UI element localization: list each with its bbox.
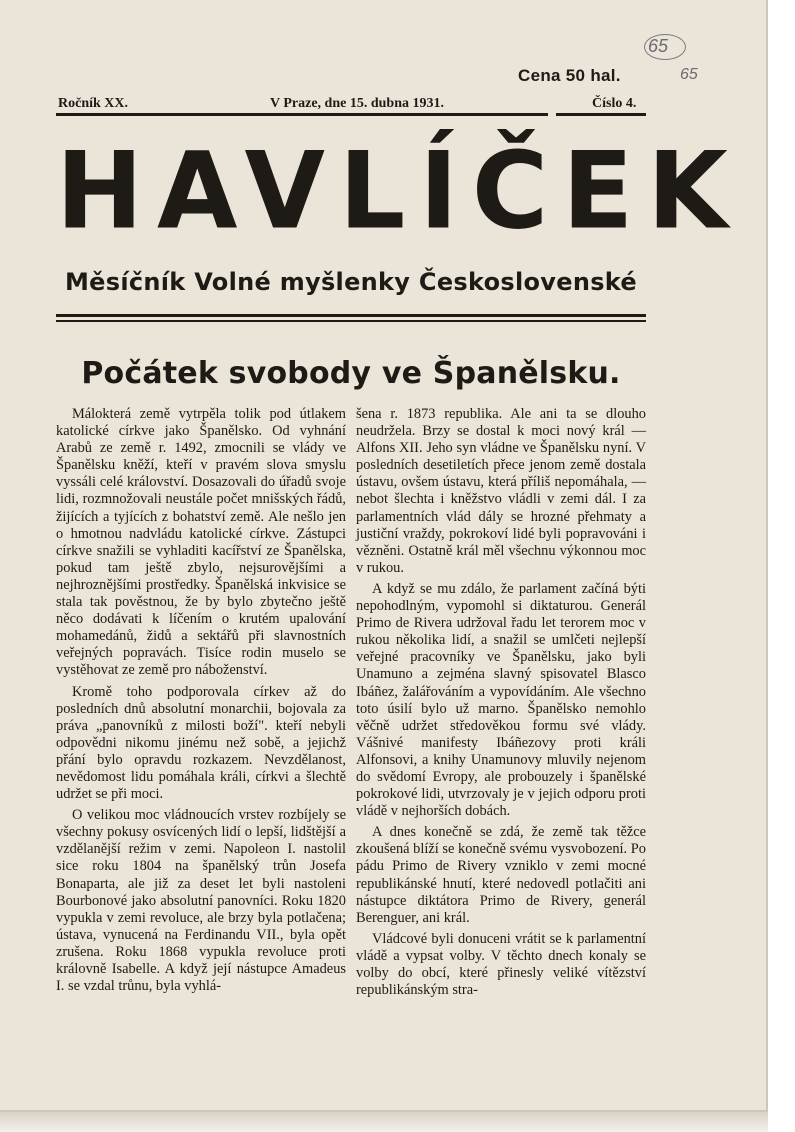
pencil-note-1: 65 [648,36,669,56]
article-paragraph: Málokterá země vytrpěla tolik pod útlakem katolické církve jako Španělsko. Od vyhnání Arabů ze země r. 1492, zmocnili se vlády ve Španělsku kněží, kteří v pravém slova smyslu vyssáli celé království. Dosazovali do úřadů svoje lidi, rozmnožovali neustále počet mnišských řádů, žijících a tyjících z bohatství země. Ale nešlo jen o hmotnou nadvládu katolické církve. Zástupci církve snažili se vyhladiti kacířství ze Španělska, pokud tam ještě zbylo, nejsurovějšími a nejhroznějšími prostředky. Španělská inkvisice se stala tak pověstnou, že by bylo zbytečno ještě něco dodávati k líčením o krutém upalování mohamedánů, židů a sektářů při slavnostních veřejných popravách. Tisíce rodin muselo se vystěhovat ze země pro náboženství. [56,406,346,679]
header-rule-short [556,113,646,116]
article-column-left [56,406,346,999]
article-paragraph: A když se mu zdálo, že parlament začíná býti nepohodlným, vypomohl si diktaturou. Generál Primo de Rivera udržoval řadu let terorem moc v rukou několika lidí, a snažil se umlčeti nejlepší veřejné pracovníky ve Španělsku, jako byli Unamuno a zejména slavný spisovatel Blasco Ibáñez, žalářováním a vypovídáním. Ale všechno toto úsilí bylo už marno. Španělsko nemohlo věčně udržet středověkou formu své vlády. Vášnivé manifesty Ibáñezovy proti králi Alfonsovi, a knihy Unamunovy mluvily nejenom do svědomí Evropy, ale probouzely i španělské pokrokové lidi, utvrzovaly je v jejich odporu proti vládě v nejhorších dobách. [356,580,646,820]
article-paragraph: Vládcové byli donuceni vrátit se k parlamentní vládě a vypsat volby. V těchto dnech konaly se volby do obcí, které přinesly veliké vítězství republikánským stra- [356,930,646,999]
article-column-right [356,406,646,1003]
pencil-note-2: 65 [680,66,698,83]
masthead-title: HAVLÍČEK [56,128,742,254]
article-paragraph: O velikou moc vládnoucích vrstev rozbíjely se všechny pokusy osvícených lidí o lepší, lidštější a vzdělanější režim v zemi. Napoleon I. nastolil sice roku 1804 na španělský trůn Josefa Bonaparta, ale již za deset let byli nastoleni Bourbonové jako absolutní panovníci. Roku 1820 vypukla v zemi revoluce, ale brzy byla potlačena; ústava, vynucená na Ferdinandu VII., byla opět zrušena. Roku 1868 vypukla revoluce proti královně Isabelle. A když její nástupce Amadeus I. se vzdal trůnu, byla vyhlá- [56,807,346,995]
article-headline: Počátek svobody ve Španělsku. [81,356,621,391]
masthead-rule-thick [56,314,646,317]
article-paragraph: A dnes konečně se zdá, že země tak těžce zkoušená blíží se konečně svému vysvobození. Po pádu Primo de Rivery vzniklo v zemi mocné republikánské hnutí, které nedovedl potlačiti ani nástupce diktátora Primo de Rivery, generál Berenguer, ani král. [356,824,646,926]
page-margin-right [768,0,795,1132]
volume-label: Ročník XX. [58,96,129,111]
article-paragraph: šena r. 1873 republika. Ale ani ta se dlouho neudržela. Brzy se dostal k moci nový král — Alfons XII. Jeho syn vládne ve Španělsku nyní. V posledních desetiletích přece jenom země dostala ústavu, ovšem ústavu, která příliš nepomáhala, — nebot šlechta i kněžstvo vládli v zemi dál. I za parlamentních vlád dály se hrozné přehmaty a justiční vraždy, pokrokoví lidé byli popravováni i vězněni. Ostatně král měl všechnu výkonnou moc v rukou. [356,406,646,576]
article-paragraph: Kromě toho podporovala církev až do posledních dnů absolutní monarchii, bojovala za práva „panovníků z milosti boží". kteří nebyli odpovědni nikomu jinému než sobě, a jejichž přání bylo opravdu rozkazem. Nevzdělanost, nevědomost lidu pomáhala králi, církvi a šlechtě udržet se při moci. [56,683,346,803]
page-margin-bottom [0,1112,768,1132]
masthead-rule-thin [56,320,646,322]
issue-number: Číslo 4. [592,96,637,111]
price-label: Cena 50 hal. [518,66,621,85]
header-rule [56,113,548,116]
dateline: V Praze, dne 15. dubna 1931. [270,96,444,111]
masthead-subtitle: Měsíčník Volné myšlenky Československé [65,268,637,296]
